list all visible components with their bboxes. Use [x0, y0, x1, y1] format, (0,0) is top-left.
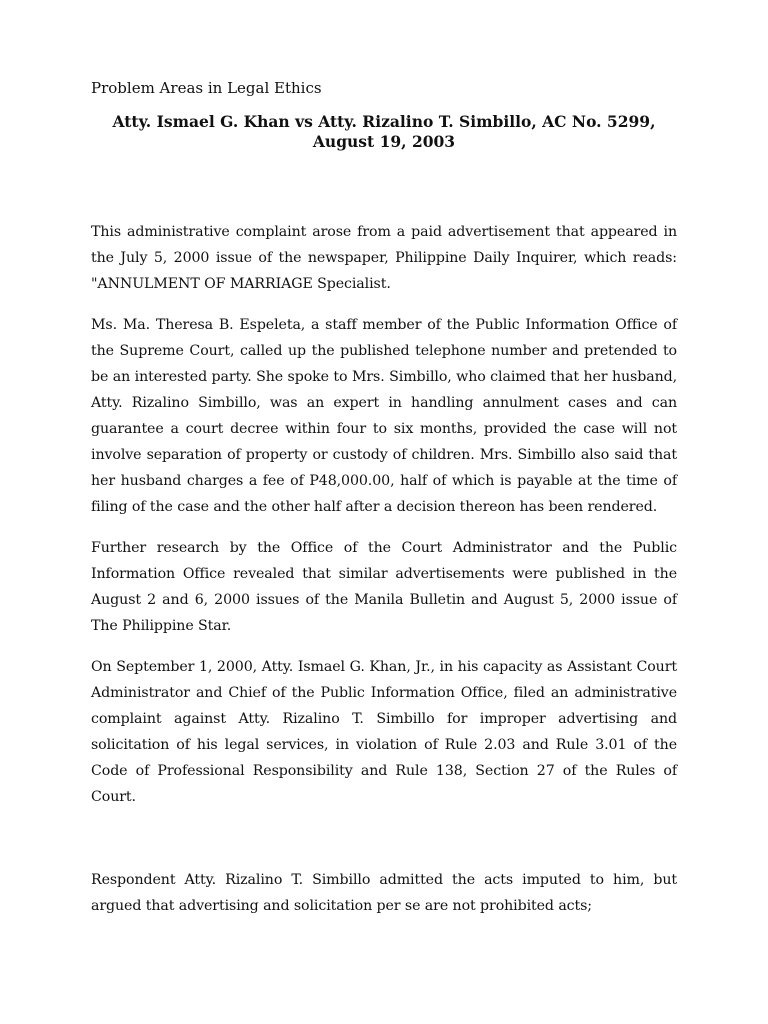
course-heading: Problem Areas in Legal Ethics [91, 79, 322, 97]
paragraph-complaint-filed: On September 1, 2000, Atty. Ismael G. Khan, Jr., in his capacity as Assistant Court Administrator and Chief of the Public Information Office, filed an administrative complaint against Atty. Rizalino T. Simbillo for improper advertising and solicitation of his legal services, in violation of Rule 2.03 and Rule 3.01 of the Code of Professional Responsibility and Rule 138, Section 27 of the Rules of Court. [91, 659, 677, 805]
paragraph-respondent-answer: Respondent Atty. Rizalino T. Simbillo admitted the acts imputed to him, but argued that advertising and solicitation per se are not prohibited acts; [91, 872, 677, 914]
document-body [91, 219, 677, 919]
case-title: Atty. Ismael G. Khan vs Atty. Rizalino T. Simbillo, AC No. 5299, August 19, 2003 [112, 112, 656, 151]
paragraph-advertisement: This administrative complaint arose from a paid advertisement that appeared in the July 5, 2000 issue of the newspaper, Philippine Daily Inquirer, which reads: "ANNULMENT OF MARRIAGE Specialist. [91, 224, 677, 292]
paragraph-espeleta-call: Ms. Ma. Theresa B. Espeleta, a staff member of the Public Information Office of the Supreme Court, called up the published telephone number and pretended to be an interested party. She spoke to Mrs. Simbillo, who claimed that her husband, Atty. Rizalino Simbillo, was an expert in handling annulment cases and can guarantee a court decree within four to six months, provided the case will not involve separation of property or custody of children. Mrs. Simbillo also said that her husband charges a fee of P48,000.00, half of which is payable at the time of filing of the case and the other half after a decision thereon has been rendered. [91, 317, 677, 515]
paragraph-further-research: Further research by the Office of the Court Administrator and the Public Information Office revealed that similar advertisements were published in the August 2 and 6, 2000 issues of the Manila Bulletin and August 5, 2000 issue of The Philippine Star. [91, 540, 677, 634]
